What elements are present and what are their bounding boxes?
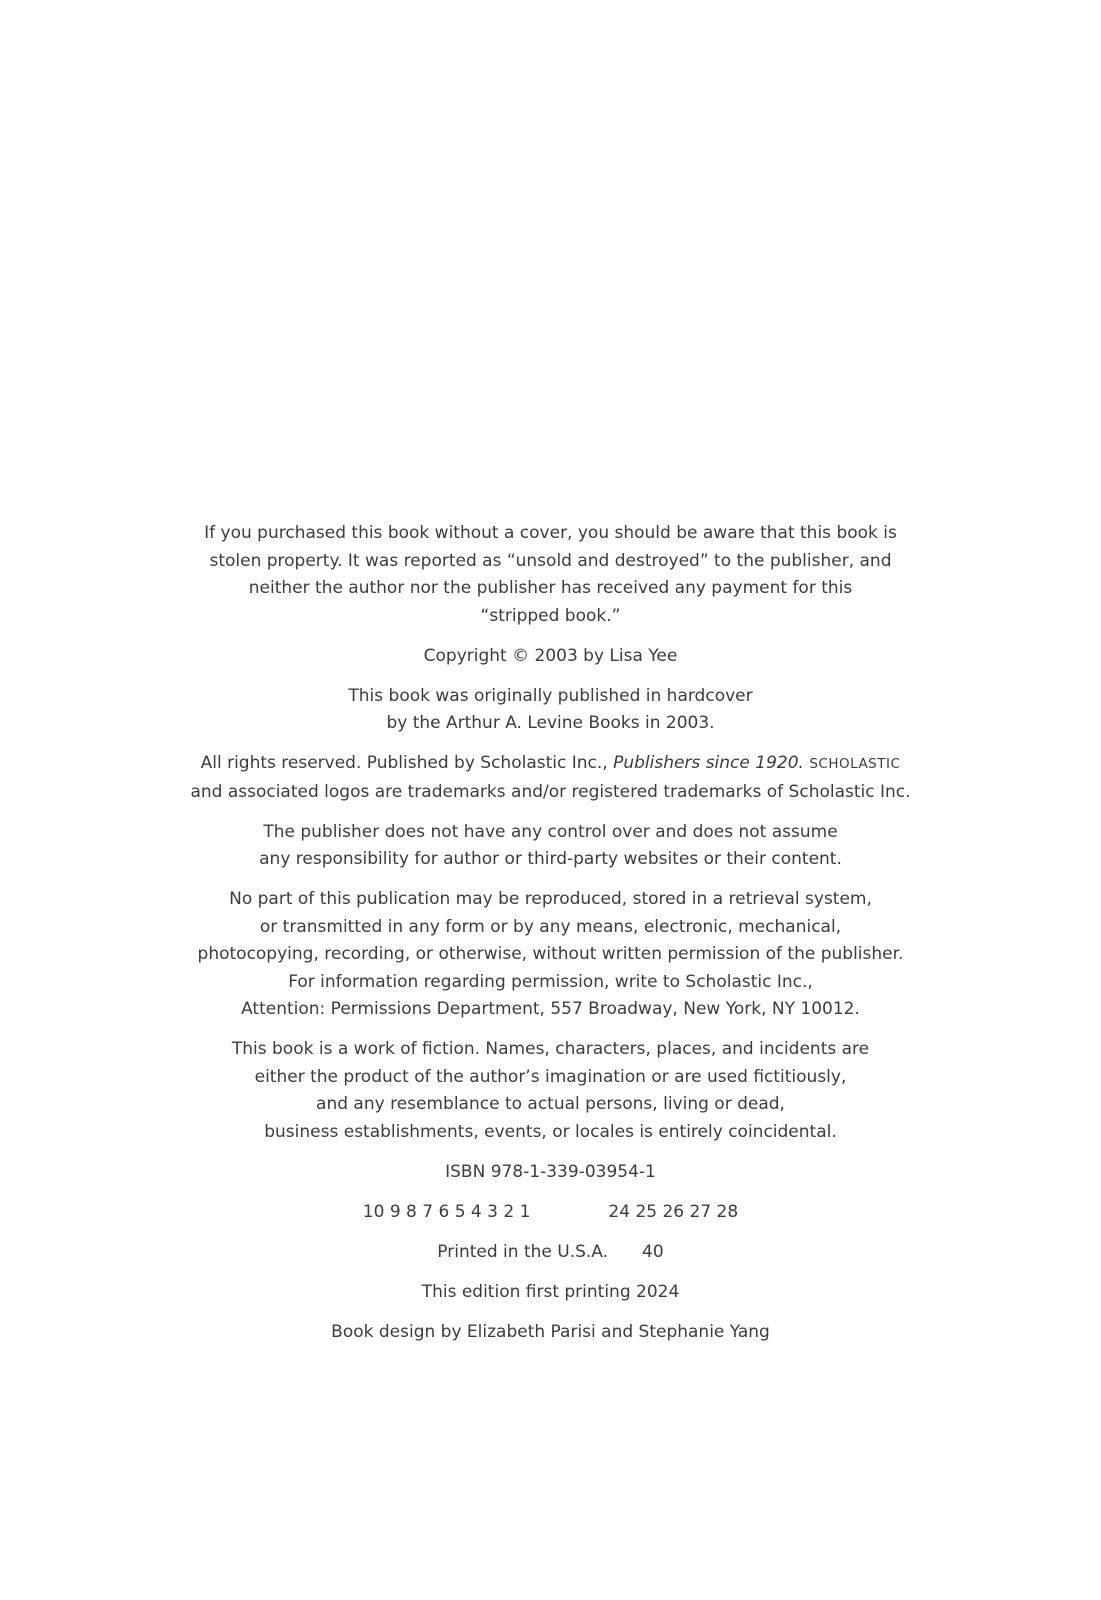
printed-in-line	[150, 1239, 951, 1267]
edition-text: This edition first printing 2024	[421, 1281, 680, 1302]
scholastic-brand: SCHOLASTIC	[809, 756, 901, 772]
fiction-disclaimer	[150, 1036, 951, 1146]
fiction-line: This book is a work of fiction. Names, characters, places, and incidents are	[231, 1039, 870, 1059]
copyright-line	[150, 643, 951, 671]
notice-line: If you purchased this book without a cover, you should be aware that this book is	[204, 523, 897, 543]
reproduction-notice	[150, 886, 951, 1024]
reproduction-line: photocopying, recording, or otherwise, without written permission of the publisher.	[197, 944, 904, 964]
printed-in-country: Printed in the U.S.A.	[437, 1241, 609, 1262]
publication-line: by the Arthur A. Levine Books in 2003.	[386, 713, 715, 733]
fiction-line: either the product of the author’s imagination or are used fictitiously,	[254, 1066, 847, 1087]
copyright-text: Copyright © 2003 by Lisa Yee	[423, 645, 678, 666]
printing-row	[150, 1199, 951, 1227]
rights-line: and associated logos are trademarks and/or registered trademarks of Scholastic Inc.	[190, 781, 911, 802]
design-credit-line	[150, 1319, 951, 1347]
publication-line: This book was originally published in hardcover	[348, 685, 753, 706]
rights-line	[150, 750, 951, 779]
printing-numbers: 10 9 8 7 6 5 4 3 2 1	[362, 1201, 531, 1222]
reproduction-line: Attention: Permissions Department, 557 Broadway, New York, NY 10012.	[241, 999, 860, 1019]
rights-statement	[150, 750, 951, 806]
reproduction-line: For information regarding permission, write to Scholastic Inc.,	[288, 971, 813, 992]
isbn: ISBN 978-1-339-03954-1	[445, 1161, 656, 1182]
disclaimer-line: any responsibility for author or third-party websites or their content.	[259, 849, 842, 869]
design-credit: Book design by Elizabeth Parisi and Stephanie Yang	[331, 1321, 770, 1342]
edition-line	[150, 1279, 951, 1307]
isbn-line	[150, 1159, 951, 1187]
notice-line: neither the author nor the publisher has received any payment for this	[248, 578, 853, 598]
stripped-book-notice	[150, 520, 951, 630]
reproduction-line: No part of this publication may be reproduced, stored in a retrieval system,	[229, 889, 872, 909]
publisher-tagline: Publishers since 1920.	[613, 753, 804, 773]
notice-line: stolen property. It was reported as “unsold and destroyed” to the publisher, and	[209, 550, 892, 571]
reproduction-line: or transmitted in any form or by any means, electronic, mechanical,	[259, 916, 842, 937]
printed-in-row	[150, 1239, 951, 1267]
printing-years: 24 25 26 27 28	[608, 1201, 739, 1222]
third-party-disclaimer	[150, 819, 951, 874]
fiction-line: and any resemblance to actual persons, living or dead,	[316, 1094, 785, 1114]
copyright-block	[150, 520, 951, 1359]
disclaimer-line: The publisher does not have any control over and does not assume	[263, 821, 838, 842]
printer-code: 40	[642, 1241, 664, 1262]
original-publication	[150, 683, 951, 738]
fiction-line: business establishments, events, or locales is entirely coincidental.	[264, 1121, 837, 1142]
rights-text: All rights reserved. Published by Scholastic Inc.,	[200, 753, 608, 773]
printing-line	[150, 1199, 951, 1227]
notice-line: “stripped book.”	[480, 605, 621, 626]
